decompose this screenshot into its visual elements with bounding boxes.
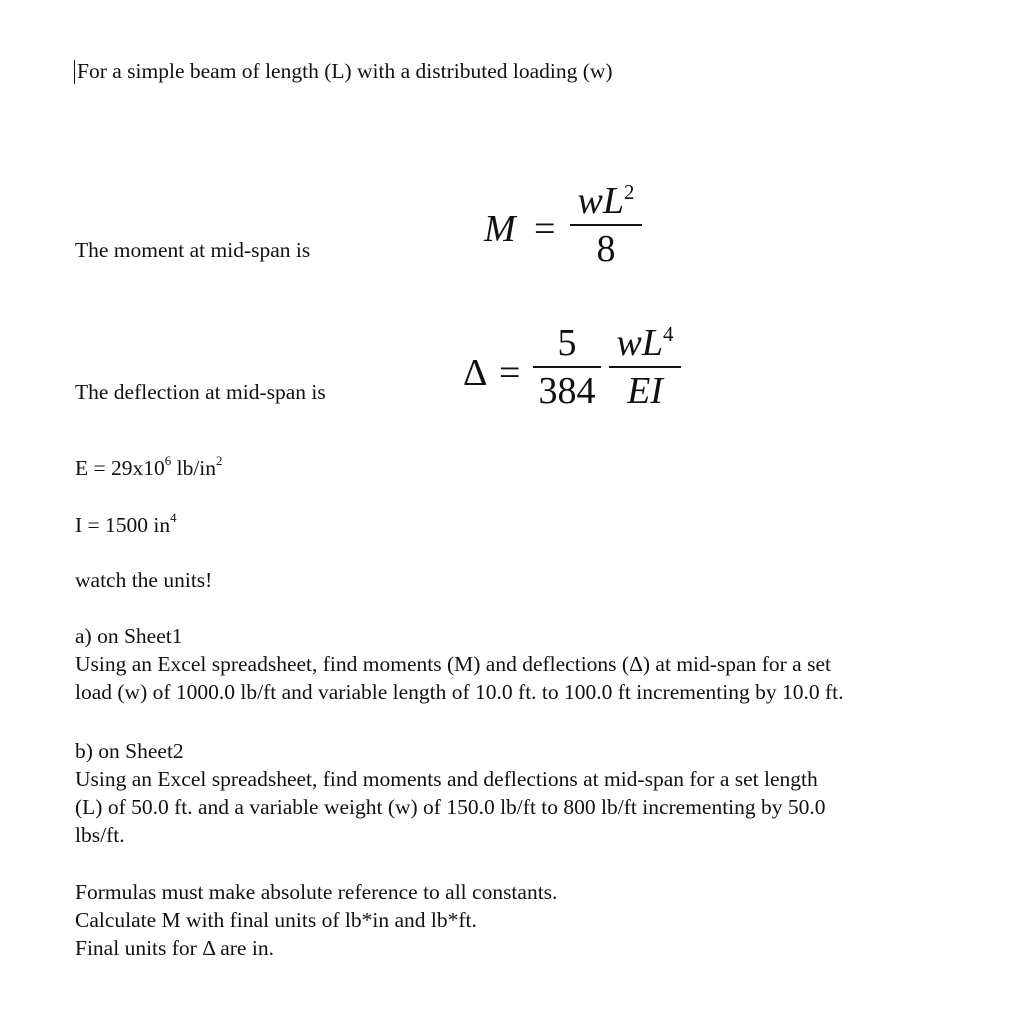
moment-numerator: $wL^2$ (577, 180, 635, 222)
equals-sign: = (499, 352, 521, 394)
variables-numerator: $wL^4$ (616, 322, 674, 364)
notes (75, 878, 975, 962)
fraction-bar (533, 366, 601, 368)
variables-denominator: EI (627, 369, 663, 412)
fraction-bar (609, 366, 681, 368)
part-b-line: lbs/ft. (75, 823, 125, 847)
moment-denominator: 8 (596, 227, 616, 270)
part-b-line: (L) of 50.0 ft. and a variable weight (w) of 150.0 lb/ft to 800 lb/ft incrementing by 50.0 (75, 795, 826, 819)
deflection-fraction-variables (609, 324, 681, 410)
constant-i: I = 1500 $in^4$ (75, 510, 177, 537)
deflection-fraction-coefficient (533, 324, 601, 410)
part-a-line: Using an Excel spreadsheet, find moments (M) and deflections (Δ) at mid-span for a set (75, 652, 831, 676)
text-cursor (74, 60, 75, 84)
deflection-equation (463, 324, 693, 424)
units-warning: watch the units! (75, 568, 213, 592)
moment-symbol: M (484, 208, 516, 250)
moment-equation (484, 182, 654, 282)
part-b (75, 737, 975, 849)
note-line: Formulas must make absolute reference to all constants. (75, 880, 558, 904)
intro-text: For a simple beam of length (L) with a distributed loading (w) (77, 59, 613, 83)
part-a-heading: a) on Sheet1 (75, 624, 183, 648)
delta-symbol: Δ (463, 352, 488, 394)
fraction-bar (570, 224, 642, 226)
part-a (75, 622, 975, 706)
constant-e: $E = 29x10^6$ $lb/in^2$ (75, 453, 223, 480)
part-a-line: load (w) of 1000.0 lb/ft and variable length of 10.0 ft. to 100.0 ft incrementing by 10.0 ft. (75, 680, 844, 704)
deflection-label: The deflection at mid-span is (75, 380, 326, 404)
part-b-heading: b) on Sheet2 (75, 739, 184, 763)
note-line: Final units for Δ are in. (75, 936, 274, 960)
equals-sign: = (534, 208, 556, 250)
coefficient-numerator: 5 (557, 322, 577, 364)
coefficient-denominator: 384 (538, 369, 596, 412)
moment-label: The moment at mid-span is (75, 238, 311, 262)
note-line: Calculate M with final units of lb*in and lb*ft. (75, 908, 477, 932)
moment-fraction (570, 182, 642, 268)
part-b-line: Using an Excel spreadsheet, find moments and deflections at mid-span for a set length (75, 767, 818, 791)
